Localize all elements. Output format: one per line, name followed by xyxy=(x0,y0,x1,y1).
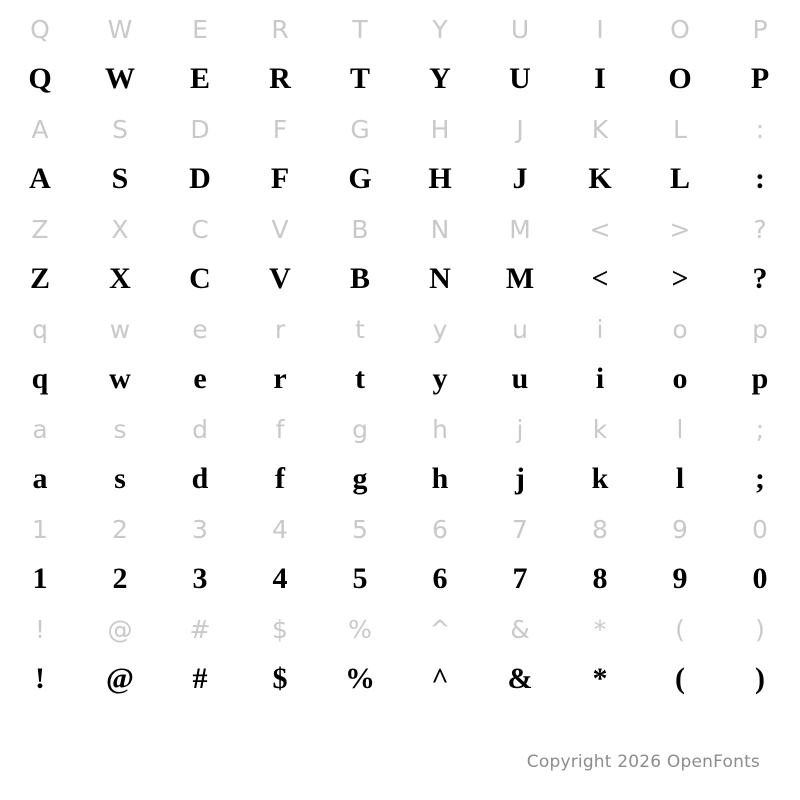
glyph-cell: j xyxy=(516,414,524,444)
glyph-cell: O xyxy=(670,14,690,44)
glyph-cell: h xyxy=(431,462,449,495)
glyph-cell: D xyxy=(189,162,211,195)
glyph-cell: g xyxy=(352,462,368,495)
glyph-cell: y xyxy=(432,362,448,395)
glyph-cell: o xyxy=(672,362,688,395)
glyph-cell: X xyxy=(109,262,131,295)
glyph-cell: H xyxy=(430,114,450,144)
glyph-cell: % xyxy=(348,614,372,644)
glyph-cell: C xyxy=(191,214,209,244)
glyph-row xyxy=(0,654,800,704)
glyph-cell: r xyxy=(273,362,287,395)
glyph-cell: L xyxy=(669,162,690,195)
glyph-cell: q xyxy=(31,362,49,395)
glyph-cell: ( xyxy=(675,662,685,695)
glyph-cell: 8 xyxy=(592,562,608,595)
glyph-cell: ) xyxy=(755,614,765,644)
glyph-cell: > xyxy=(669,214,691,244)
glyph-cell: o xyxy=(672,314,688,344)
glyph-cell: i xyxy=(595,362,605,395)
glyph-cell: U xyxy=(509,62,531,95)
glyph-cell: K xyxy=(591,114,609,144)
glyph-cell: j xyxy=(515,462,525,495)
glyph-cell: s xyxy=(113,414,127,444)
glyph-cell: 9 xyxy=(672,514,688,544)
glyph-cell: 5 xyxy=(352,562,368,595)
glyph-cell: ; xyxy=(755,414,765,444)
glyph-row xyxy=(0,604,800,654)
glyph-cell: 7 xyxy=(512,514,528,544)
glyph-cell: $ xyxy=(272,614,288,644)
glyph-cell: T xyxy=(349,62,370,95)
glyph-cell: f xyxy=(275,414,285,444)
glyph-cell: 9 xyxy=(672,562,688,595)
glyph-cell: s xyxy=(114,462,126,495)
glyph-cell: 1 xyxy=(32,514,48,544)
glyph-cell: ) xyxy=(755,662,765,695)
glyph-cell: ? xyxy=(753,214,767,244)
glyph-row xyxy=(0,354,800,404)
glyph-cell: k xyxy=(592,414,608,444)
glyph-cell: 5 xyxy=(352,514,368,544)
glyph-cell: D xyxy=(190,114,210,144)
glyph-row xyxy=(0,554,800,604)
glyph-cell: 2 xyxy=(112,514,128,544)
glyph-row xyxy=(0,204,800,254)
glyph-cell: 6 xyxy=(432,562,448,595)
glyph-cell: Z xyxy=(29,262,50,295)
glyph-cell: O xyxy=(668,62,692,95)
glyph-cell: 7 xyxy=(512,562,528,595)
glyph-cell: : xyxy=(755,114,765,144)
glyph-cell: e xyxy=(192,314,208,344)
glyph-cell: T xyxy=(352,14,368,44)
glyph-cell: H xyxy=(428,162,452,195)
glyph-cell: B xyxy=(349,262,370,295)
glyph-cell: S xyxy=(111,162,129,195)
glyph-cell: & xyxy=(507,662,533,695)
glyph-cell: 1 xyxy=(32,562,48,595)
glyph-cell: W xyxy=(107,14,133,44)
glyph-cell: ? xyxy=(752,262,768,295)
glyph-cell: 2 xyxy=(112,562,128,595)
glyph-row xyxy=(0,54,800,104)
glyph-cell: ^ xyxy=(431,662,449,695)
glyph-cell: ( xyxy=(675,614,685,644)
glyph-cell: J xyxy=(512,162,528,195)
glyph-cell: Q xyxy=(28,62,52,95)
glyph-cell: N xyxy=(430,214,450,244)
glyph-cell: P xyxy=(750,62,770,95)
glyph-cell: R xyxy=(269,62,291,95)
glyph-cell: B xyxy=(351,214,369,244)
glyph-cell: 3 xyxy=(192,562,208,595)
glyph-cell: ^ xyxy=(429,614,451,644)
glyph-cell: P xyxy=(752,14,768,44)
glyph-cell: X xyxy=(111,214,129,244)
glyph-cell: k xyxy=(591,462,609,495)
glyph-cell: E xyxy=(189,62,210,95)
glyph-cell: d xyxy=(191,462,209,495)
glyph-cell: % xyxy=(345,662,375,695)
glyph-cell: q xyxy=(32,314,48,344)
glyph-row xyxy=(0,504,800,554)
glyph-cell: 8 xyxy=(592,514,608,544)
glyph-cell: K xyxy=(588,162,612,195)
glyph-cell: e xyxy=(193,362,207,395)
glyph-cell: J xyxy=(516,114,524,144)
glyph-row xyxy=(0,304,800,354)
glyph-row xyxy=(0,254,800,304)
glyph-cell: 4 xyxy=(272,514,288,544)
glyph-cell: I xyxy=(596,14,604,44)
glyph-cell: r xyxy=(274,314,286,344)
glyph-cell: d xyxy=(192,414,208,444)
glyph-cell: l xyxy=(675,462,685,495)
glyph-row xyxy=(0,154,800,204)
glyph-cell: : xyxy=(755,162,765,195)
glyph-cell: R xyxy=(271,14,289,44)
glyph-cell: 3 xyxy=(192,514,208,544)
glyph-cell: G xyxy=(350,114,370,144)
glyph-cell: ! xyxy=(35,662,45,695)
glyph-cell: y xyxy=(432,314,448,344)
glyph-cell: # xyxy=(189,614,211,644)
copyright-notice: Copyright 2026 OpenFonts xyxy=(526,752,760,772)
glyph-cell: Y xyxy=(429,62,451,95)
glyph-cell: G xyxy=(348,162,372,195)
glyph-cell: > xyxy=(671,262,689,295)
glyph-cell: C xyxy=(189,262,211,295)
glyph-cell: Q xyxy=(30,14,50,44)
glyph-cell: p xyxy=(751,362,769,395)
glyph-cell: 0 xyxy=(752,562,768,595)
glyph-cell: U xyxy=(510,14,530,44)
glyph-cell: # xyxy=(192,662,208,695)
glyph-row xyxy=(0,404,800,454)
glyph-cell: @ xyxy=(107,614,133,644)
glyph-cell: V xyxy=(271,214,289,244)
glyph-cell: Z xyxy=(31,214,49,244)
glyph-cell: @ xyxy=(106,662,134,695)
glyph-cell: * xyxy=(592,662,608,695)
glyph-cell: $ xyxy=(272,662,288,695)
glyph-cell: u xyxy=(511,362,529,395)
glyph-cell: A xyxy=(29,162,51,195)
glyph-cell: ; xyxy=(755,462,765,495)
glyph-cell: i xyxy=(596,314,604,344)
glyph-cell: a xyxy=(32,414,48,444)
glyph-cell: t xyxy=(355,362,365,395)
glyph-cell: u xyxy=(512,314,528,344)
glyph-cell: W xyxy=(105,62,135,95)
glyph-row xyxy=(0,104,800,154)
glyph-cell: t xyxy=(355,314,365,344)
glyph-cell: V xyxy=(269,262,291,295)
glyph-cell: S xyxy=(112,114,128,144)
glyph-cell: w xyxy=(109,362,131,395)
glyph-cell: < xyxy=(589,214,611,244)
glyph-cell: f xyxy=(275,462,285,495)
glyph-cell: A xyxy=(31,114,49,144)
glyph-row xyxy=(0,454,800,504)
glyph-cell: g xyxy=(352,414,368,444)
glyph-row xyxy=(0,4,800,54)
glyph-cell: h xyxy=(432,414,448,444)
glyph-cell: L xyxy=(673,114,687,144)
glyph-cell: F xyxy=(272,114,288,144)
glyph-cell: p xyxy=(752,314,768,344)
glyph-cell: * xyxy=(593,614,607,644)
glyph-cell: ! xyxy=(34,614,46,644)
glyph-cell: l xyxy=(676,414,684,444)
glyph-cell: I xyxy=(594,62,606,95)
glyph-cell: F xyxy=(270,162,290,195)
glyph-cell: & xyxy=(510,614,530,644)
glyph-cell: M xyxy=(509,214,531,244)
glyph-cell: E xyxy=(192,14,208,44)
glyph-cell: a xyxy=(32,462,48,495)
glyph-cell: M xyxy=(505,262,535,295)
glyph-cell: Y xyxy=(432,14,448,44)
glyph-cell: N xyxy=(429,262,451,295)
glyph-cell: 6 xyxy=(432,514,448,544)
glyph-cell: < xyxy=(591,262,609,295)
glyph-cell: 4 xyxy=(272,562,288,595)
glyph-cell: w xyxy=(109,314,131,344)
glyph-cell: 0 xyxy=(752,514,768,544)
